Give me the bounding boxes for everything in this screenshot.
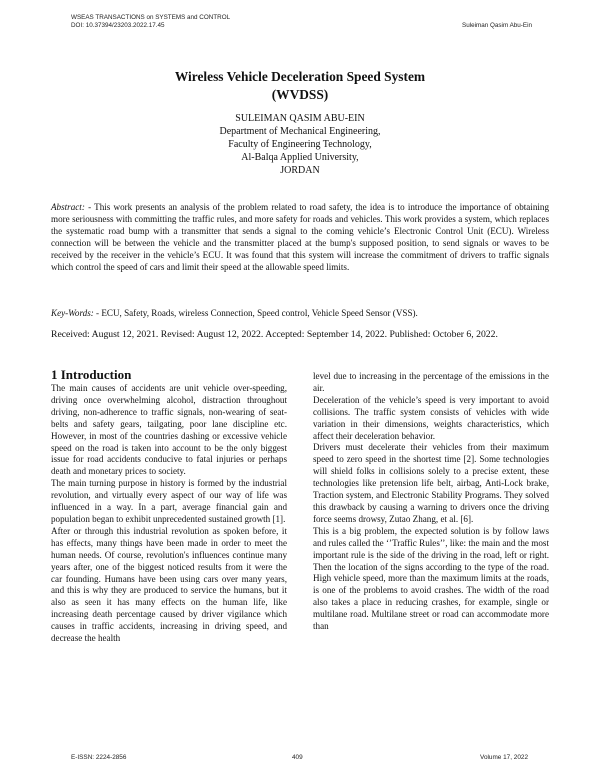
author-faculty: Faculty of Engineering Technology,: [228, 139, 372, 150]
paragraph: The main turning purpose in history is formed by the industrial revolution, and virtually every aspect of our way of life was influenced in a way. In a part, average financial gain and population began to exhibit unprecedented sustained growth [1].: [51, 478, 287, 524]
title-line-2: (WVDSS): [271, 87, 329, 102]
paper-title: [0, 68, 600, 104]
keywords-label: Key-Words:: [51, 308, 94, 318]
running-header-left: [71, 14, 230, 30]
paragraph: This is a big problem, the expected solution is by follow laws and rules called the ‘’Traffic Rules’’, like: the main and the most important rule is the side of the driving in the road, left or right. Then the location of the signs according to the type of the road. High vehicle speed, more than the maximum limits at the roads, is one of the problems to avoid crashes. The width of the road also takes a place in reducing crashes, for example, single or multilane road. Multilane street or road can accommodate more than: [313, 525, 549, 632]
paragraph: Deceleration of the vehicle’s speed is very important to avoid collisions. The traffic system consists of vehicles with wide variation in their dimensions, weights characteristics, which affect their deceleration behavior.: [313, 394, 549, 441]
publication-dates: Received: August 12, 2021. Revised: August 12, 2022. Accepted: September 14, 2022. Published: October 6, 2022.: [51, 329, 498, 340]
paragraph: level due to increasing in the percentage of the emissions in the air.: [313, 371, 549, 393]
section-heading: 1 Introduction: [51, 367, 132, 382]
body-column-right: [313, 371, 549, 633]
author-department: Department of Mechanical Engineering,: [219, 126, 381, 137]
paragraph: Drivers must decelerate their vehicles from their maximum speed to zero speed in the shortest time [2]. Some technologies will shield folks in collisions solely to a precise extent, these technologies like pretension life belt, airbag, Anti-Lock brake, Traction system, and Electronic Stability Programs. They solved this drawback by causing a warning to drivers once the driving force seems drowsy, Zutao Zhang, et al. [6].: [313, 442, 549, 524]
abstract-text: - This work presents an analysis of the problem related to road safety, the idea is to introduce the importance of obtaining more seriousness with committing the traffic rules, and more safety for roads and vehicles. This work provides a system, which replaces the systematic road bump with a transmitter that sends a signal to the coming vehicle’s Electronic Control Unit (ECU). Wireless connection will be between the vehicle and the transmitter placed at the bump's supposed position, to send signals or waves to be received by the receiver in the vehicle’s ECU. It was found that this system will increase the commitment of drivers to traffic signals which control the speed of cars and limit their speed at the allowable speed limits.: [51, 202, 549, 273]
doi: DOI: 10.37394/23203.2022.17.45: [71, 22, 165, 29]
body-column-left: [51, 383, 287, 645]
footer-volume: Volume 17, 2022: [480, 754, 528, 761]
footer-page-number: 409: [292, 754, 303, 761]
running-header-author: Suleiman Qasim Abu-Ein: [462, 22, 532, 29]
paragraph: The main causes of accidents are unit vehicle over-speeding, driving once overwhelming alcohol, distraction throughout driving, non-adherence to traffic signals, non-wearing of seat-belts and safety gears, tailgating, poor lane discipline etc. However, in most of the countries dashing or excessive vehicle speed on the road is taken into account to be the only biggest issue for road accidents conducive to fatal injuries or perhaps death and monetary prices to society.: [51, 383, 287, 477]
paragraph: After or through this industrial revolution as spoken before, it has effects, many things have been made in order to meet the human needs. Of course, revolution's influences continue many years after, one of the biggest noticed results from it were the car founding. Humans have been using cars over many years, and this is why they are produced to service the humans, but it also as seen it has many effects on the human life, like increasing death percentage caused by driver vigilance which causes in traffic accidents, increasing in driving speed, and decrease the health: [51, 525, 287, 644]
footer-issn: E-ISSN: 2224-2856: [71, 754, 127, 761]
keywords-text: - ECU, Safety, Roads, wireless Connection, Speed control, Vehicle Speed Sensor (VSS).: [93, 308, 418, 318]
abstract: [51, 201, 549, 274]
author-name: SULEIMAN QASIM ABU-EIN: [235, 113, 365, 124]
author-block: [0, 112, 600, 177]
author-university: Al-Balqa Applied University,: [241, 152, 359, 163]
abstract-label: Abstract:: [51, 202, 85, 212]
keywords: [51, 307, 549, 319]
author-country: JORDAN: [280, 165, 320, 176]
title-line-1: Wireless Vehicle Deceleration Speed System: [174, 69, 426, 84]
journal-name: WSEAS TRANSACTIONS on SYSTEMS and CONTROL: [71, 14, 231, 21]
